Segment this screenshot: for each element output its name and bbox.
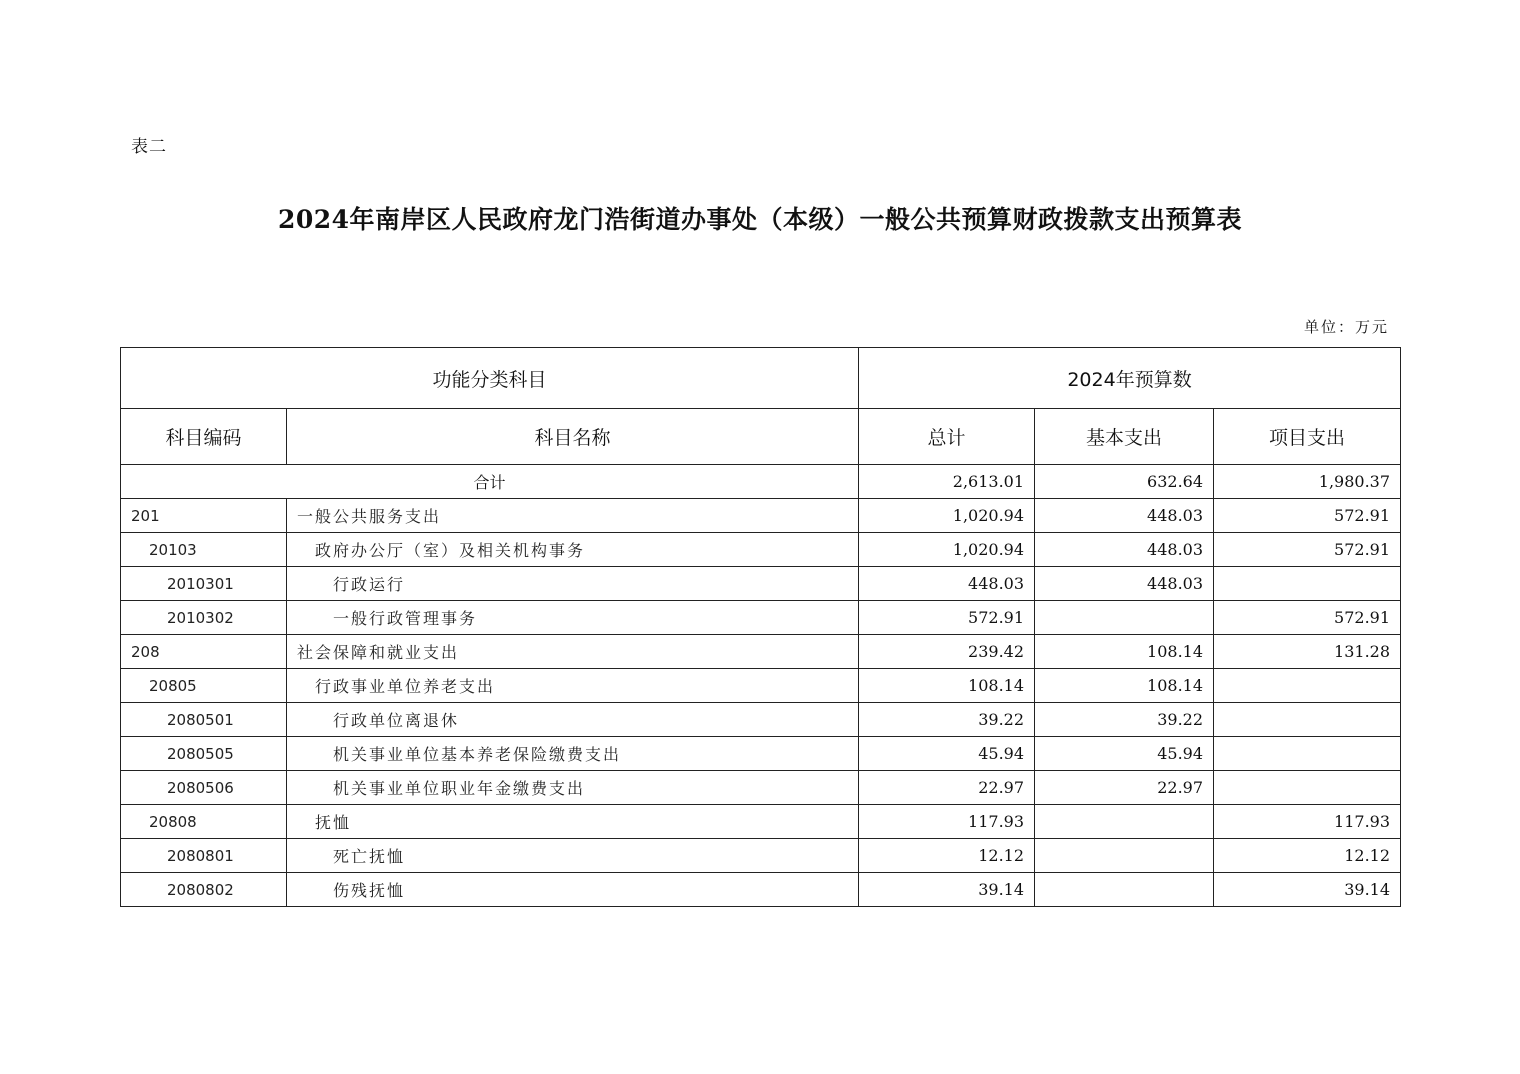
row-basic (1035, 839, 1214, 873)
row-project (1214, 703, 1401, 737)
row-basic (1035, 873, 1214, 907)
row-total: 22.97 (859, 771, 1035, 805)
row-project (1214, 737, 1401, 771)
row-name: 机关事业单位职业年金缴费支出 (287, 771, 859, 805)
row-code: 2010302 (121, 601, 287, 635)
row-basic: 448.03 (1035, 567, 1214, 601)
row-code: 2080801 (121, 839, 287, 873)
header-code: 科目编码 (121, 409, 287, 465)
table-row (121, 737, 1401, 771)
row-project (1214, 567, 1401, 601)
row-code: 201 (121, 499, 287, 533)
document-title: 2024年南岸区人民政府龙门浩街道办事处（本级）一般公共预算财政拨款支出预算表 (277, 205, 1243, 234)
row-total: 117.93 (859, 805, 1035, 839)
table-row (121, 601, 1401, 635)
row-name: 死亡抚恤 (287, 839, 859, 873)
row-total: 39.22 (859, 703, 1035, 737)
row-code: 2080802 (121, 873, 287, 907)
table-row (121, 839, 1401, 873)
row-total: 12.12 (859, 839, 1035, 873)
row-total: 1,020.94 (859, 533, 1035, 567)
total-total: 2,613.01 (859, 465, 1035, 499)
row-total: 572.91 (859, 601, 1035, 635)
unit-label: 单位：万元 (1303, 318, 1389, 336)
row-name: 伤残抚恤 (287, 873, 859, 907)
row-basic: 448.03 (1035, 533, 1214, 567)
row-project (1214, 669, 1401, 703)
row-project: 572.91 (1214, 499, 1401, 533)
row-name: 抚恤 (287, 805, 859, 839)
header-name: 科目名称 (287, 409, 859, 465)
header-total: 总计 (859, 409, 1035, 465)
budget-table (120, 347, 1401, 907)
row-name: 行政事业单位养老支出 (287, 669, 859, 703)
table-row (121, 499, 1401, 533)
table-row (121, 771, 1401, 805)
row-code: 2080501 (121, 703, 287, 737)
row-basic: 22.97 (1035, 771, 1214, 805)
row-name: 一般行政管理事务 (287, 601, 859, 635)
row-project: 572.91 (1214, 601, 1401, 635)
row-basic: 45.94 (1035, 737, 1214, 771)
row-name: 政府办公厅（室）及相关机构事务 (287, 533, 859, 567)
row-code: 208 (121, 635, 287, 669)
header-project: 项目支出 (1214, 409, 1401, 465)
row-basic: 108.14 (1035, 669, 1214, 703)
total-project: 1,980.37 (1214, 465, 1401, 499)
header-row-group (121, 348, 1401, 409)
header-budget-2024: 2024年预算数 (859, 348, 1401, 409)
row-project: 117.93 (1214, 805, 1401, 839)
row-project: 572.91 (1214, 533, 1401, 567)
row-code: 2080505 (121, 737, 287, 771)
header-row-columns (121, 409, 1401, 465)
table-label: 表二 (131, 137, 167, 157)
row-name: 行政运行 (287, 567, 859, 601)
table-row (121, 533, 1401, 567)
row-code: 2010301 (121, 567, 287, 601)
row-basic (1035, 601, 1214, 635)
table-row (121, 873, 1401, 907)
header-function-category: 功能分类科目 (121, 348, 859, 409)
row-project (1214, 771, 1401, 805)
row-basic: 39.22 (1035, 703, 1214, 737)
table-row (121, 567, 1401, 601)
row-name: 行政单位离退休 (287, 703, 859, 737)
row-name: 机关事业单位基本养老保险缴费支出 (287, 737, 859, 771)
total-row (121, 465, 1401, 499)
row-project: 39.14 (1214, 873, 1401, 907)
row-name: 社会保障和就业支出 (287, 635, 859, 669)
row-total: 239.42 (859, 635, 1035, 669)
header-basic: 基本支出 (1035, 409, 1214, 465)
row-basic: 108.14 (1035, 635, 1214, 669)
row-code: 2080506 (121, 771, 287, 805)
row-code: 20805 (121, 669, 287, 703)
row-project: 12.12 (1214, 839, 1401, 873)
table-row (121, 669, 1401, 703)
table-row (121, 703, 1401, 737)
row-basic (1035, 805, 1214, 839)
table-row (121, 635, 1401, 669)
total-basic: 632.64 (1035, 465, 1214, 499)
row-total: 45.94 (859, 737, 1035, 771)
row-total: 39.14 (859, 873, 1035, 907)
row-code: 20103 (121, 533, 287, 567)
row-name: 一般公共服务支出 (287, 499, 859, 533)
row-total: 1,020.94 (859, 499, 1035, 533)
row-total: 448.03 (859, 567, 1035, 601)
row-code: 20808 (121, 805, 287, 839)
row-project: 131.28 (1214, 635, 1401, 669)
table-row (121, 805, 1401, 839)
total-label: 合计 (121, 465, 859, 499)
row-basic: 448.03 (1035, 499, 1214, 533)
row-total: 108.14 (859, 669, 1035, 703)
